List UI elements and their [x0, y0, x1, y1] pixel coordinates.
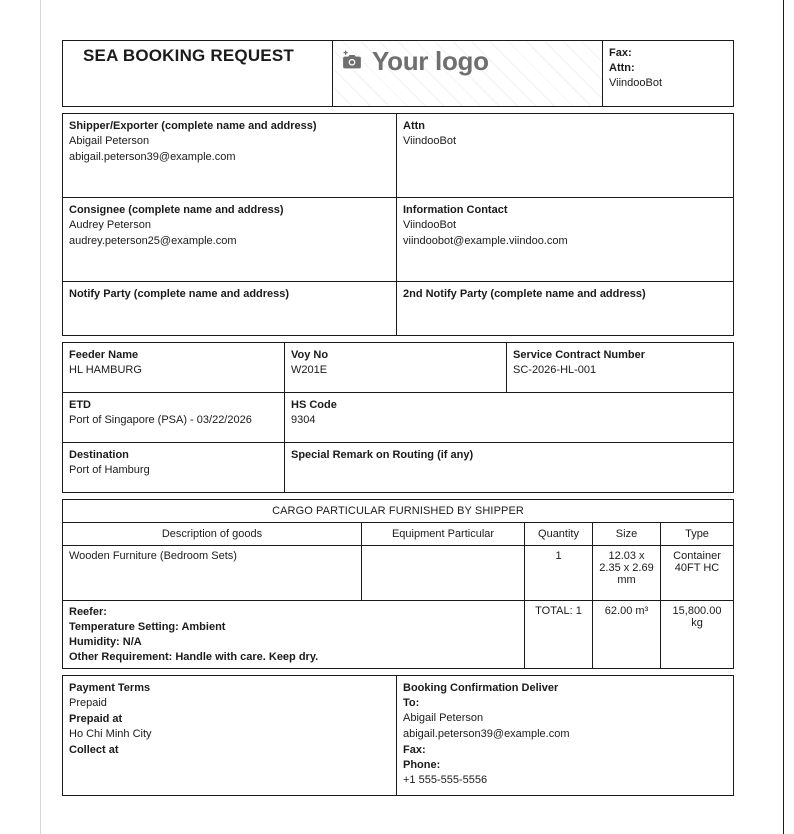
shipper-attn-row: [63, 114, 734, 198]
column-header-type: Type: [661, 523, 734, 546]
cargo-particulars-table: [62, 499, 734, 669]
document-header-table: [62, 40, 734, 107]
service-contract-number-value: SC-2026-HL-001: [513, 363, 597, 376]
hs-code-label: HS Code: [291, 399, 337, 411]
feeder-name-cell: [63, 343, 285, 393]
destination-remark-row: [63, 443, 734, 493]
header-fax-label: Fax:: [609, 47, 632, 59]
header-attn-label: Attn:: [609, 61, 635, 74]
temperature-setting-line: Temperature Setting: Ambient: [69, 620, 226, 633]
second-notify-party-label: 2nd Notify Party (complete name and address): [403, 288, 646, 300]
humidity-line: Humidity: N/A: [69, 635, 142, 648]
total-volume: 62.00 m³: [593, 601, 661, 669]
consignee-cell: [63, 198, 397, 282]
logo-placeholder[interactable]: [339, 46, 489, 77]
special-remark-label: Special Remark on Routing (if any): [291, 449, 474, 461]
attn-name: ViindooBot: [403, 134, 457, 147]
cargo-size: 12.03 x 2.35 x 2.69 mm: [593, 546, 661, 601]
reefer-requirements-cell: [63, 601, 525, 669]
attn-label: Attn: [403, 120, 425, 132]
cargo-banner: CARGO PARTICULAR FURNISHED BY SHIPPER: [63, 500, 734, 523]
destination-label: Destination: [69, 449, 129, 461]
etd-label: ETD: [69, 399, 91, 411]
shipper-label: Shipper/Exporter (complete name and address): [69, 120, 317, 132]
attn-cell: [397, 114, 734, 198]
etd-value: Port of Singapore (PSA) - 03/22/2026: [69, 413, 252, 426]
column-header-quantity: Quantity: [525, 523, 593, 546]
information-contact-name: ViindooBot: [403, 218, 457, 231]
feeder-voy-contract-row: [63, 343, 734, 393]
notify-party-label: Notify Party (complete name and address): [69, 288, 290, 300]
cargo-type: Container 40FT HC: [661, 546, 734, 601]
booking-fax-label: Fax:: [403, 743, 426, 756]
destination-value: Port of Hamburg: [69, 463, 150, 476]
logo-text: Your logo: [372, 46, 489, 76]
notify-party-cell: [63, 282, 397, 336]
booking-phone-label: Phone:: [403, 758, 441, 771]
cargo-header-row: [63, 523, 734, 546]
payment-terms-cell: [63, 676, 397, 796]
page-left-edge: [40, 0, 41, 834]
feeder-name-value: HL HAMBURG: [69, 363, 142, 376]
hs-code-cell: [285, 393, 734, 443]
booking-confirmation-cell: [397, 676, 734, 796]
shipper-name: Abigail Peterson: [69, 134, 150, 147]
page-title: SEA BOOKING REQUEST: [83, 46, 294, 65]
etd-hscode-row: [63, 393, 734, 443]
collect-at-label: Collect at: [69, 743, 119, 756]
cargo-description: Wooden Furniture (Bedroom Sets): [63, 546, 362, 601]
header-row: [63, 41, 734, 107]
table-row: [63, 546, 734, 601]
feeder-name-label: Feeder Name: [69, 349, 139, 361]
consignee-label: Consignee (complete name and address): [69, 204, 284, 216]
booking-to-name: Abigail Peterson: [403, 712, 484, 725]
shipper-email: abigail.peterson39@example.com: [69, 150, 236, 163]
consignee-contact-row: [63, 198, 734, 282]
booking-phone-value: +1 555-555-5556: [403, 773, 488, 786]
cargo-summary-row: [63, 601, 734, 669]
sea-booking-request-document: [62, 40, 733, 796]
column-header-size: Size: [593, 523, 661, 546]
voy-no-cell: [285, 343, 507, 393]
consignee-email: audrey.peterson25@example.com: [69, 234, 237, 247]
parties-table: [62, 113, 734, 336]
prepaid-at-label: Prepaid at: [69, 713, 123, 726]
information-contact-email: viindoobot@example.viindoo.com: [403, 234, 568, 247]
second-notify-party-cell: [397, 282, 734, 336]
other-requirement-line: Other Requirement: Handle with care. Keep dry.: [69, 650, 319, 663]
logo-placeholder-cell[interactable]: [333, 41, 603, 107]
hs-code-value: 9304: [291, 413, 316, 426]
voy-no-value: W201E: [291, 363, 328, 376]
booking-to-email: abigail.peterson39@example.com: [403, 728, 570, 740]
voy-no-label: Voy No: [291, 349, 329, 361]
routing-table: [62, 342, 734, 493]
payment-terms-label: Payment Terms: [69, 682, 151, 695]
service-contract-number-cell: [507, 343, 734, 393]
etd-cell: [63, 393, 285, 443]
booking-to-label: To:: [403, 697, 420, 710]
header-fax-attn-cell: [603, 41, 734, 107]
reefer-label: Reefer:: [69, 606, 107, 618]
total-weight: 15,800.00 kg: [661, 601, 734, 669]
information-contact-label: Information Contact: [403, 204, 508, 216]
notify-parties-row: [63, 282, 734, 336]
shipper-cell: [63, 114, 397, 198]
service-contract-number-label: Service Contract Number: [513, 349, 646, 361]
column-header-equipment: Equipment Particular: [362, 523, 525, 546]
payment-confirmation-table: [62, 675, 734, 796]
cargo-equipment: [362, 546, 525, 601]
prepaid-at-value: Ho Chi Minh City: [69, 728, 152, 740]
total-quantity: TOTAL: 1: [525, 601, 593, 669]
cargo-banner-row: [63, 500, 734, 523]
header-attn-value: ViindooBot: [609, 76, 663, 89]
booking-confirmation-title: Booking Confirmation Deliver: [403, 682, 559, 695]
camera-add-icon: [339, 47, 365, 76]
information-contact-cell: [397, 198, 734, 282]
page-right-edge: [783, 0, 784, 834]
special-remark-cell: [285, 443, 734, 493]
payment-terms-value: Prepaid: [69, 697, 107, 710]
cargo-quantity: 1: [525, 546, 593, 601]
document-title-cell: [63, 41, 333, 107]
column-header-description: Description of goods: [63, 523, 362, 546]
destination-cell: [63, 443, 285, 493]
consignee-name: Audrey Peterson: [69, 218, 151, 231]
payment-confirmation-row: [63, 676, 734, 796]
